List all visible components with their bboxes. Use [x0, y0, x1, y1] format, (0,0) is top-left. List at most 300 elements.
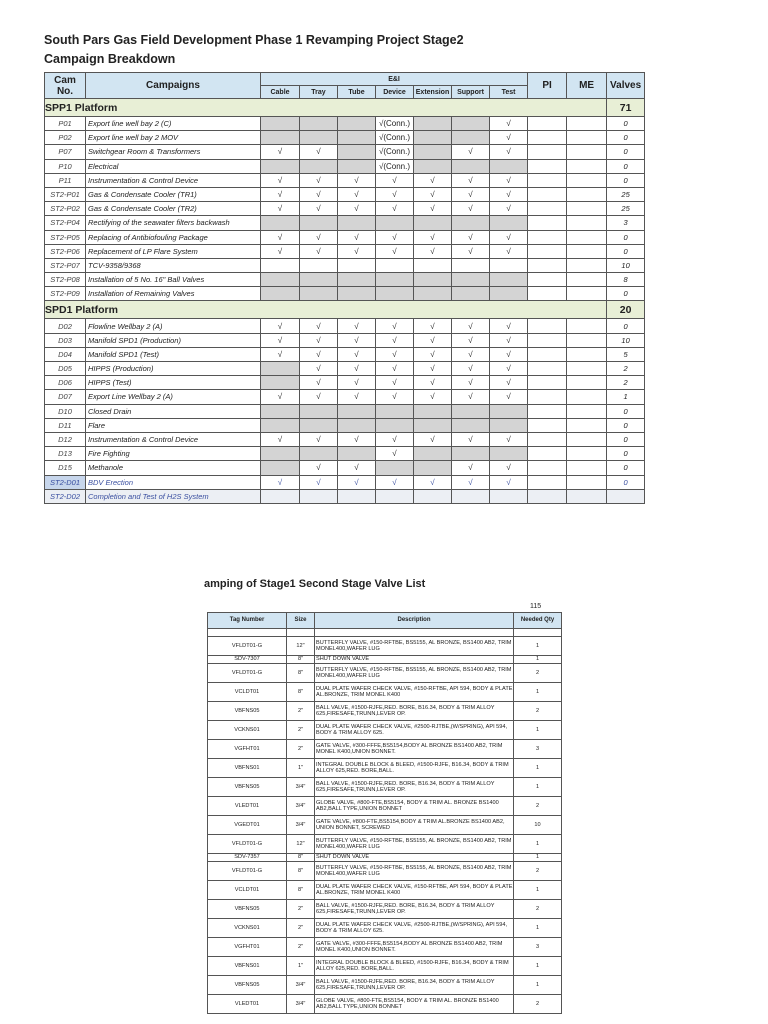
- valve-count: 0: [607, 145, 645, 159]
- grey-cell: [376, 404, 414, 418]
- valve-row: [208, 976, 562, 995]
- check-mark: √: [452, 202, 490, 216]
- grey-cell: [452, 447, 490, 461]
- valve-count: 0: [607, 159, 645, 173]
- campaign-row: [45, 258, 645, 272]
- empty-cell: [528, 333, 567, 347]
- check-mark: √: [414, 475, 452, 489]
- check-mark: √: [452, 390, 490, 404]
- empty-cell: [567, 447, 607, 461]
- check-mark: √: [300, 475, 338, 489]
- check-mark: √: [261, 187, 300, 201]
- check-mark: √: [300, 230, 338, 244]
- valve-description: GLOBE VALVE, #800-FTE,BS5154, BODY & TRIM AL. BRONZE BS1400 AB2,BALL TYPE,UNION BONNET: [315, 995, 514, 1014]
- valve-row: [208, 721, 562, 740]
- valve-count: 1: [607, 390, 645, 404]
- valve-description: BALL VALVE, #1500-RJFE,RED. BORE, B16.34, BODY & TRIM ALLOY 625,FIRESAFE,TRUNN,LEVER OP.: [315, 976, 514, 995]
- grey-cell: [452, 418, 490, 432]
- campaign-row: [45, 461, 645, 475]
- campaign-row: [45, 418, 645, 432]
- valve-size: 2": [287, 702, 315, 721]
- grey-cell: [338, 404, 376, 418]
- valve-total: 115: [530, 603, 542, 610]
- empty-cell: [528, 404, 567, 418]
- empty-cell: [567, 173, 607, 187]
- check-mark: √: [261, 390, 300, 404]
- grey-cell: [414, 461, 452, 475]
- grey-cell: [261, 418, 300, 432]
- grey-cell: [261, 447, 300, 461]
- tag-number: VBFNS05: [208, 900, 287, 919]
- valve-table: [207, 612, 562, 1014]
- valve-list-title: amping of Stage1 Second Stage Valve List: [204, 578, 426, 590]
- grey-cell: [261, 131, 300, 145]
- campaign-code: D05: [45, 362, 86, 376]
- valve-row: [208, 919, 562, 938]
- needed-qty: 1: [514, 835, 562, 854]
- check-mark: √: [261, 475, 300, 489]
- empty-cell: [567, 202, 607, 216]
- check-mark: √: [300, 202, 338, 216]
- valve-size: 1": [287, 759, 315, 778]
- empty-cell: [414, 258, 452, 272]
- grey-cell: [300, 287, 338, 301]
- check-mark: √(Conn.): [376, 117, 414, 131]
- grey-cell: [414, 287, 452, 301]
- tag-number: VBFNS05: [208, 702, 287, 721]
- grey-cell: [452, 404, 490, 418]
- campaign-code: P01: [45, 117, 86, 131]
- needed-qty: 2: [514, 797, 562, 816]
- check-mark: √: [376, 432, 414, 446]
- campaign-row: [45, 489, 645, 503]
- needed-qty: 1: [514, 854, 562, 862]
- header-valves: Valves: [607, 73, 645, 99]
- empty-cell: [567, 418, 607, 432]
- valve-size: 2": [287, 900, 315, 919]
- empty-cell: [528, 159, 567, 173]
- campaign-code: D02: [45, 319, 86, 333]
- needed-qty: 1: [514, 637, 562, 656]
- valve-count: 0: [607, 418, 645, 432]
- check-mark: √: [452, 376, 490, 390]
- valve-row: [208, 656, 562, 664]
- empty-cell: [490, 258, 528, 272]
- grey-cell: [300, 131, 338, 145]
- header-tray: Tray: [300, 86, 338, 99]
- check-mark: √(Conn.): [376, 159, 414, 173]
- check-mark: √: [300, 362, 338, 376]
- valve-description: BUTTERFLY VALVE, #150-RFTBE, BS5155, AL BRONZE, BS1400 AB2, TRIM MONEL400,WAFER LUG: [315, 862, 514, 881]
- campaign-row: [45, 145, 645, 159]
- empty-cell: [528, 447, 567, 461]
- check-mark: √: [338, 319, 376, 333]
- valve-count: 0: [607, 319, 645, 333]
- header-support: Support: [452, 86, 490, 99]
- grey-cell: [300, 117, 338, 131]
- check-mark: √: [376, 447, 414, 461]
- grey-cell: [300, 418, 338, 432]
- empty-cell: [528, 230, 567, 244]
- grey-cell: [414, 117, 452, 131]
- campaign-row: [45, 404, 645, 418]
- needed-qty: 1: [514, 881, 562, 900]
- grey-cell: [452, 117, 490, 131]
- grey-cell: [261, 461, 300, 475]
- campaign-row: [45, 202, 645, 216]
- check-mark: √: [261, 230, 300, 244]
- check-mark: √(Conn.): [376, 145, 414, 159]
- check-mark: √: [376, 173, 414, 187]
- needed-qty: 1: [514, 759, 562, 778]
- campaign-code: ST2-D02: [45, 489, 86, 503]
- tag-number: VFLDT01-G: [208, 835, 287, 854]
- check-mark: √: [261, 202, 300, 216]
- valve-size: 8": [287, 862, 315, 881]
- valve-count: 3: [607, 216, 645, 230]
- check-mark: √: [338, 347, 376, 361]
- valve-count: 0: [607, 117, 645, 131]
- grey-cell: [300, 404, 338, 418]
- check-mark: √: [490, 145, 528, 159]
- check-mark: √: [300, 187, 338, 201]
- campaign-table: [44, 72, 645, 504]
- campaign-name: Electrical: [86, 159, 261, 173]
- grey-cell: [300, 159, 338, 173]
- campaign-table-body: [45, 99, 645, 504]
- check-mark: √: [490, 333, 528, 347]
- valve-row: [208, 664, 562, 683]
- tag-number: VFLDT01-G: [208, 664, 287, 683]
- campaign-row: [45, 187, 645, 201]
- campaign-name: HIPPS (Production): [86, 362, 261, 376]
- valve-table-body: [208, 629, 562, 1014]
- campaign-row: [45, 244, 645, 258]
- valve-size: 8": [287, 656, 315, 664]
- check-mark: √: [300, 461, 338, 475]
- campaign-row: [45, 390, 645, 404]
- tag-number: VCKNS01: [208, 721, 287, 740]
- campaign-row: [45, 131, 645, 145]
- check-mark: √: [490, 187, 528, 201]
- empty-cell: [528, 390, 567, 404]
- empty-cell: [300, 258, 338, 272]
- check-mark: √: [338, 202, 376, 216]
- valve-size: 2": [287, 938, 315, 957]
- campaign-code: ST2-P04: [45, 216, 86, 230]
- check-mark: √: [490, 432, 528, 446]
- check-mark: √: [300, 173, 338, 187]
- valve-row: [208, 862, 562, 881]
- grey-cell: [376, 287, 414, 301]
- check-mark: √: [490, 475, 528, 489]
- check-mark: √: [414, 244, 452, 258]
- empty-cell: [567, 187, 607, 201]
- valve-description: SHUT DOWN VALVE: [315, 854, 514, 862]
- check-mark: √(Conn.): [376, 131, 414, 145]
- campaign-row: [45, 347, 645, 361]
- valve-row: [208, 702, 562, 721]
- needed-qty: 1: [514, 721, 562, 740]
- needed-qty: 1: [514, 976, 562, 995]
- check-mark: √: [300, 347, 338, 361]
- check-mark: √: [490, 202, 528, 216]
- valve-count: 0: [607, 432, 645, 446]
- check-mark: √: [261, 333, 300, 347]
- check-mark: √: [414, 187, 452, 201]
- section-row: [45, 301, 645, 319]
- empty-cell: [567, 461, 607, 475]
- empty-cell: [567, 159, 607, 173]
- header-ei: E&I: [261, 73, 528, 86]
- valve-size: 12": [287, 835, 315, 854]
- header-device: Device: [376, 86, 414, 99]
- grey-cell: [338, 287, 376, 301]
- empty-cell: [567, 475, 607, 489]
- header-description: Description: [315, 613, 514, 629]
- valve-row: [208, 938, 562, 957]
- check-mark: √: [261, 319, 300, 333]
- empty-cell: [528, 187, 567, 201]
- valve-description: BALL VALVE, #1500-RJFE,RED. BORE, B16.34, BODY & TRIM ALLOY 625,FIRESAFE,TRUNN,LEVER OP.: [315, 900, 514, 919]
- check-mark: √: [490, 461, 528, 475]
- campaign-name: Flare: [86, 418, 261, 432]
- check-mark: √: [414, 362, 452, 376]
- tag-number: VCKNS01: [208, 919, 287, 938]
- campaign-row: [45, 475, 645, 489]
- valve-row: [208, 637, 562, 656]
- empty-cell: [567, 287, 607, 301]
- grey-cell: [414, 447, 452, 461]
- check-mark: √: [300, 319, 338, 333]
- campaign-code: D12: [45, 432, 86, 446]
- grey-cell: [338, 418, 376, 432]
- valve-count: 2: [607, 362, 645, 376]
- section-total: 20: [607, 301, 645, 319]
- check-mark: √: [490, 117, 528, 131]
- valve-count: [607, 489, 645, 503]
- needed-qty: 3: [514, 740, 562, 759]
- valve-count: 25: [607, 187, 645, 201]
- grey-cell: [414, 404, 452, 418]
- empty-cell: [528, 202, 567, 216]
- empty-cell: [528, 258, 567, 272]
- check-mark: √: [452, 230, 490, 244]
- check-mark: √: [376, 362, 414, 376]
- grey-cell: [490, 273, 528, 287]
- campaign-name: Replacing of Antibiofouling Package: [86, 230, 261, 244]
- empty-cell: [528, 287, 567, 301]
- valve-description: BALL VALVE, #1500-RJFE,RED. BORE, B16.34, BODY & TRIM ALLOY 625,FIRESAFE,TRUNN,LEVER OP.: [315, 702, 514, 721]
- grey-cell: [338, 273, 376, 287]
- document-subtitle: Campaign Breakdown: [44, 52, 176, 66]
- empty-cell: [567, 404, 607, 418]
- valve-size: 2": [287, 919, 315, 938]
- valve-count: 25: [607, 202, 645, 216]
- campaign-code: ST2-P02: [45, 202, 86, 216]
- valve-description: BUTTERFLY VALVE, #150-RFTBE, BS5155, AL BRONZE, BS1400 AB2, TRIM MONEL400,WAFER LUG: [315, 637, 514, 656]
- campaign-name: Export line well bay 2 (C): [86, 117, 261, 131]
- valve-description: DUAL PLATE WAFER CHECK VALVE, #2500-RJTBE,(W/SPRING), API 594, BODY & TRIM ALLOY 625.: [315, 721, 514, 740]
- valve-row: [208, 740, 562, 759]
- valve-row: [208, 957, 562, 976]
- empty-cell: [528, 244, 567, 258]
- campaign-name: Rectifying of the seawater filters backwash: [86, 216, 261, 230]
- check-mark: √: [452, 362, 490, 376]
- campaign-name: Manifold SPD1 (Production): [86, 333, 261, 347]
- empty-cell: [300, 489, 338, 503]
- valve-count: 0: [607, 404, 645, 418]
- check-mark: √: [376, 390, 414, 404]
- campaign-row: [45, 432, 645, 446]
- check-mark: √: [452, 333, 490, 347]
- check-mark: √: [490, 244, 528, 258]
- grey-cell: [338, 447, 376, 461]
- valve-description: BALL VALVE, #1500-RJFE,RED. BORE, B16.34, BODY & TRIM ALLOY 625,FIRESAFE,TRUNN,LEVER OP.: [315, 778, 514, 797]
- header-cable: Cable: [261, 86, 300, 99]
- campaign-row: [45, 159, 645, 173]
- empty-cell: [490, 489, 528, 503]
- empty-cell: [528, 117, 567, 131]
- valve-description: GLOBE VALVE, #800-FTE,BS5154, BODY & TRIM AL. BRONZE BS1400 AB2,BALL TYPE,UNION BONNET: [315, 797, 514, 816]
- needed-qty: 2: [514, 995, 562, 1014]
- campaign-code: D03: [45, 333, 86, 347]
- valve-count: 5: [607, 347, 645, 361]
- check-mark: √: [490, 390, 528, 404]
- grey-cell: [452, 287, 490, 301]
- grey-cell: [490, 447, 528, 461]
- grey-cell: [414, 131, 452, 145]
- valve-row: [208, 816, 562, 835]
- empty-cell: [376, 489, 414, 503]
- valve-description: SHUT DOWN VALVE: [315, 656, 514, 664]
- campaign-row: [45, 319, 645, 333]
- check-mark: √: [300, 145, 338, 159]
- check-mark: √: [414, 173, 452, 187]
- campaign-name: Fire Fighting: [86, 447, 261, 461]
- valve-description: BUTTERFLY VALVE, #150-RFTBE, BS5155, AL BRONZE, BS1400 AB2, TRIM MONEL400,WAFER LUG: [315, 664, 514, 683]
- grey-cell: [452, 273, 490, 287]
- valve-description: BUTTERFLY VALVE, #150-RFTBE, BS5155, AL BRONZE, BS1400 AB2, TRIM MONEL400,WAFER LUG: [315, 835, 514, 854]
- campaign-row: [45, 173, 645, 187]
- needed-qty: 2: [514, 664, 562, 683]
- valve-count: 0: [607, 475, 645, 489]
- grey-cell: [261, 159, 300, 173]
- valve-row: [208, 778, 562, 797]
- check-mark: √: [376, 376, 414, 390]
- valve-size: 3/4": [287, 816, 315, 835]
- check-mark: √: [376, 333, 414, 347]
- check-mark: √: [338, 187, 376, 201]
- check-mark: √: [490, 230, 528, 244]
- header-tag-number: Tag Number: [208, 613, 287, 629]
- valve-size: 3/4": [287, 797, 315, 816]
- check-mark: √: [452, 173, 490, 187]
- spacer-cell: [287, 629, 315, 637]
- empty-cell: [528, 362, 567, 376]
- valve-description: DUAL PLATE WAFER CHECK VALVE, #150-RFTBE, API 594, BODY & PLATE AL.BRONZE, TRIM MONEL K400: [315, 881, 514, 900]
- grey-cell: [261, 404, 300, 418]
- check-mark: √: [452, 319, 490, 333]
- grey-cell: [376, 216, 414, 230]
- tag-number: VCLDT01: [208, 881, 287, 900]
- campaign-name: Closed Drain: [86, 404, 261, 418]
- valve-row: [208, 854, 562, 862]
- campaign-name: Gas & Condensate Cooler (TR1): [86, 187, 261, 201]
- check-mark: √: [414, 202, 452, 216]
- check-mark: √: [490, 347, 528, 361]
- check-mark: √: [300, 244, 338, 258]
- campaign-code: D04: [45, 347, 86, 361]
- empty-cell: [567, 489, 607, 503]
- campaign-name: Export line well bay 2 MOV: [86, 131, 261, 145]
- grey-cell: [261, 287, 300, 301]
- check-mark: √: [261, 173, 300, 187]
- empty-cell: [567, 244, 607, 258]
- check-mark: √: [490, 131, 528, 145]
- empty-cell: [528, 418, 567, 432]
- tag-number: VFLDT01-G: [208, 637, 287, 656]
- valve-row: [208, 881, 562, 900]
- tag-number: VBFNS05: [208, 778, 287, 797]
- empty-cell: [528, 475, 567, 489]
- check-mark: √: [490, 362, 528, 376]
- check-mark: √: [490, 319, 528, 333]
- check-mark: √: [300, 376, 338, 390]
- grey-cell: [414, 145, 452, 159]
- empty-cell: [567, 319, 607, 333]
- valve-row: [208, 835, 562, 854]
- valve-row: [208, 759, 562, 778]
- grey-cell: [490, 404, 528, 418]
- check-mark: √: [261, 347, 300, 361]
- spacer-row: [208, 629, 562, 637]
- check-mark: √: [338, 230, 376, 244]
- spacer-cell: [514, 629, 562, 637]
- valve-description: GATE VALVE, #800-FTE,BS5154,BODY & TRIM AL.BRONZE BS1400 AB2, UNION BONNET, SCREWED: [315, 816, 514, 835]
- empty-cell: [452, 489, 490, 503]
- empty-cell: [567, 145, 607, 159]
- needed-qty: 2: [514, 862, 562, 881]
- empty-cell: [528, 145, 567, 159]
- campaign-name: Instrumentation & Control Device: [86, 173, 261, 187]
- grey-cell: [300, 273, 338, 287]
- valve-size: 8": [287, 664, 315, 683]
- campaign-name: Methanole: [86, 461, 261, 475]
- grey-cell: [414, 418, 452, 432]
- campaign-code: D07: [45, 390, 86, 404]
- grey-cell: [490, 418, 528, 432]
- empty-cell: [567, 333, 607, 347]
- tag-number: VGFHT01: [208, 740, 287, 759]
- check-mark: √: [376, 475, 414, 489]
- check-mark: √: [414, 319, 452, 333]
- campaign-code: ST2-P09: [45, 287, 86, 301]
- tag-number: SDV-7307: [208, 656, 287, 664]
- section-name: SPD1 Platform: [45, 301, 607, 319]
- needed-qty: 2: [514, 900, 562, 919]
- valve-count: 0: [607, 287, 645, 301]
- empty-cell: [567, 131, 607, 145]
- header-test: Test: [490, 86, 528, 99]
- tag-number: VCLDT01: [208, 683, 287, 702]
- campaign-name: Completion and Test of H2S System: [86, 489, 261, 503]
- valve-count: 10: [607, 258, 645, 272]
- needed-qty: 2: [514, 702, 562, 721]
- valve-count: 0: [607, 230, 645, 244]
- empty-cell: [567, 362, 607, 376]
- check-mark: √: [338, 390, 376, 404]
